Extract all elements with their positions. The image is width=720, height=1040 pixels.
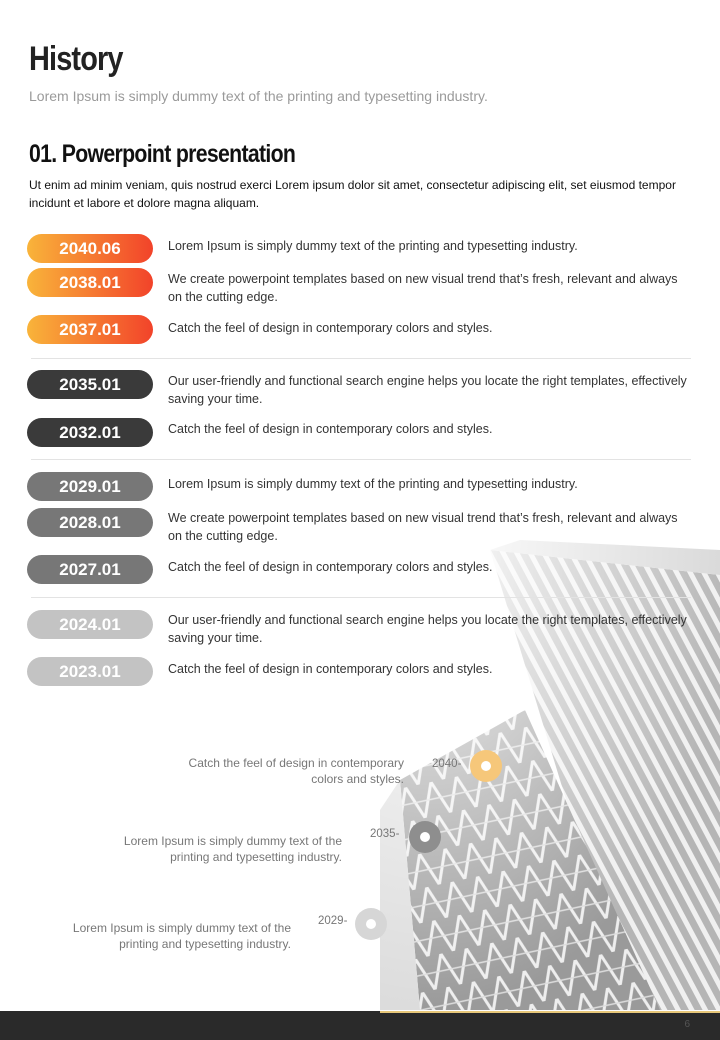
timeline-text: Lorem Ipsum is simply dummy text of the printing and typesetting industry. xyxy=(168,239,578,253)
page-title: History xyxy=(29,40,123,78)
timeline-text: Our user-friendly and functional search engine helps you locate the right templates, effectively saving your time. xyxy=(168,374,687,406)
timeline-text: We create powerpoint templates based on new visual trend that’s fresh, relevant and always on the cutting edge. xyxy=(168,511,678,543)
year-badge: 2038.01 xyxy=(27,268,153,297)
footer-bar xyxy=(0,1011,720,1040)
timeline-text: We create powerpoint templates based on new visual trend that’s fresh, relevant and always on the cutting edge. xyxy=(168,272,678,304)
milestone-text: Catch the feel of design in contemporary colors and styles. xyxy=(188,756,404,786)
timeline-text: Catch the feel of design in contemporary colors and styles. xyxy=(168,321,493,335)
year-badge: 2035.01 xyxy=(27,370,153,399)
page-subtitle: Lorem Ipsum is simply dummy text of the printing and typesetting industry. xyxy=(29,88,488,104)
milestone-year: 2029- xyxy=(318,915,348,927)
milestone-dot xyxy=(355,908,387,940)
milestone-text: Lorem Ipsum is simply dummy text of the printing and typesetting industry. xyxy=(72,921,291,951)
divider xyxy=(31,597,691,598)
timeline-text: Lorem Ipsum is simply dummy text of the printing and typesetting industry. xyxy=(168,477,578,491)
timeline-text: Our user-friendly and functional search engine helps you locate the right templates, effectively saving your time. xyxy=(168,613,687,645)
section-body: Ut enim ad minim veniam, quis nostrud exerci Lorem ipsum dolor sit amet, consectetur adipiscing elit, set eiusmod tempor incidunt et labore et dolore magna aliquam. xyxy=(29,178,676,210)
divider xyxy=(31,459,691,460)
timeline-text: Catch the feel of design in contemporary colors and styles. xyxy=(168,662,493,676)
year-badge: 2029.01 xyxy=(27,472,153,501)
footer-accent-line xyxy=(380,1011,720,1013)
timeline-text: Catch the feel of design in contemporary colors and styles. xyxy=(168,560,493,574)
milestone-dot xyxy=(470,750,502,782)
milestone-year: 2035- xyxy=(370,828,400,840)
year-badge: 2024.01 xyxy=(27,610,153,639)
timeline-text: Catch the feel of design in contemporary colors and styles. xyxy=(168,422,493,436)
milestone-dot xyxy=(409,821,441,853)
year-badge: 2037.01 xyxy=(27,315,153,344)
divider xyxy=(31,358,691,359)
year-badge: 2032.01 xyxy=(27,418,153,447)
year-badge: 2023.01 xyxy=(27,657,153,686)
page-number: 6 xyxy=(684,1019,690,1030)
milestone-year: 2040- xyxy=(432,758,462,770)
milestone-text: Lorem Ipsum is simply dummy text of the printing and typesetting industry. xyxy=(123,834,342,864)
year-badge: 2040.06 xyxy=(27,234,153,263)
year-badge: 2028.01 xyxy=(27,508,153,537)
section-title: 01. Powerpoint presentation xyxy=(29,140,296,168)
year-badge: 2027.01 xyxy=(27,555,153,584)
